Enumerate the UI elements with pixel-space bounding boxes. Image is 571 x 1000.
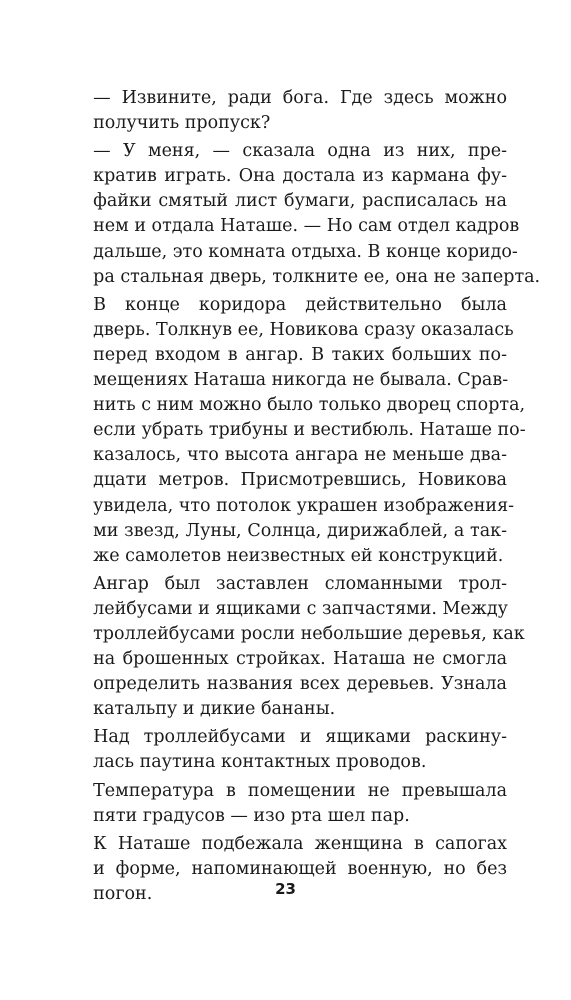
paragraph	[66, 779, 507, 829]
paragraph	[66, 725, 507, 775]
text-line: получить пропуск?	[93, 113, 271, 134]
paragraph	[66, 139, 541, 290]
paragraph	[66, 572, 525, 723]
text-line: файки смятый лист бумаги, расписалась на	[93, 191, 507, 212]
text-line: Температура в помещении не превышала	[93, 780, 507, 801]
text-line: ра стальная дверь, толкните ее, она не заперта.	[93, 266, 541, 287]
paragraph	[66, 293, 526, 569]
text-line: катальпу и дикие бананы.	[93, 699, 336, 720]
text-line: же самолетов неизвестных ей конструкций.	[93, 545, 504, 566]
text-line: дальше, это комната отдыха. В конце коридо-	[93, 241, 518, 262]
text-line: пяти градусов — изо рта шел пар.	[93, 805, 410, 826]
text-line: дцати метров. Присмотревшись, Новикова	[93, 470, 507, 491]
text-line: троллейбусами росли небольшие деревья, как	[93, 623, 525, 644]
text-line: К Наташе подбежала женщина в сапогах	[93, 833, 507, 854]
text-line: перед входом в ангар. В таких больших по-	[93, 344, 507, 365]
text-line: погон.	[93, 883, 153, 904]
text-line: если убрать трибуны и вестибюль. Наташе по-	[93, 420, 526, 441]
text-line: нить с ним можно было только дворец спорта,	[93, 395, 526, 416]
text-line: Ангар был заставлен сломанными трол-	[93, 573, 507, 594]
text-line: мещениях Наташа никогда не бывала. Срав-	[93, 370, 509, 391]
text-line: Над троллейбусами и ящиками раскину-	[93, 727, 507, 748]
text-line: увидела, что потолок украшен изображения-	[93, 495, 515, 516]
text-line: определить названия всех деревьев. Узнала	[93, 674, 507, 695]
body-text	[66, 86, 541, 910]
text-line: и форме, напоминающей военную, но без	[93, 858, 507, 879]
text-line: казалось, что высота ангара не меньше два-	[93, 445, 507, 466]
text-line: кратив играть. Она достала из кармана фу-	[93, 166, 507, 187]
text-line: лейбусами и ящиками с запчастями. Между	[93, 598, 508, 619]
text-line: — Извините, ради бога. Где здесь можно	[93, 88, 507, 108]
text-line: ми звезд, Луны, Солнца, дирижаблей, а так-	[93, 520, 507, 541]
text-line: — У меня, — сказала одна из них, пре-	[93, 141, 507, 162]
paragraph	[66, 86, 507, 136]
text-line: дверь. Толкнув ее, Новикова сразу оказалась	[93, 319, 514, 340]
text-line: нем и отдала Наташе. — Но сам отдел кадров	[93, 216, 520, 237]
text-line: В конце коридора действительно была	[93, 294, 507, 315]
text-line: лась паутина контактных проводов.	[93, 752, 427, 773]
page-number: 23	[275, 880, 296, 898]
text-line: на брошенных стройках. Наташа не смогла	[93, 649, 507, 670]
